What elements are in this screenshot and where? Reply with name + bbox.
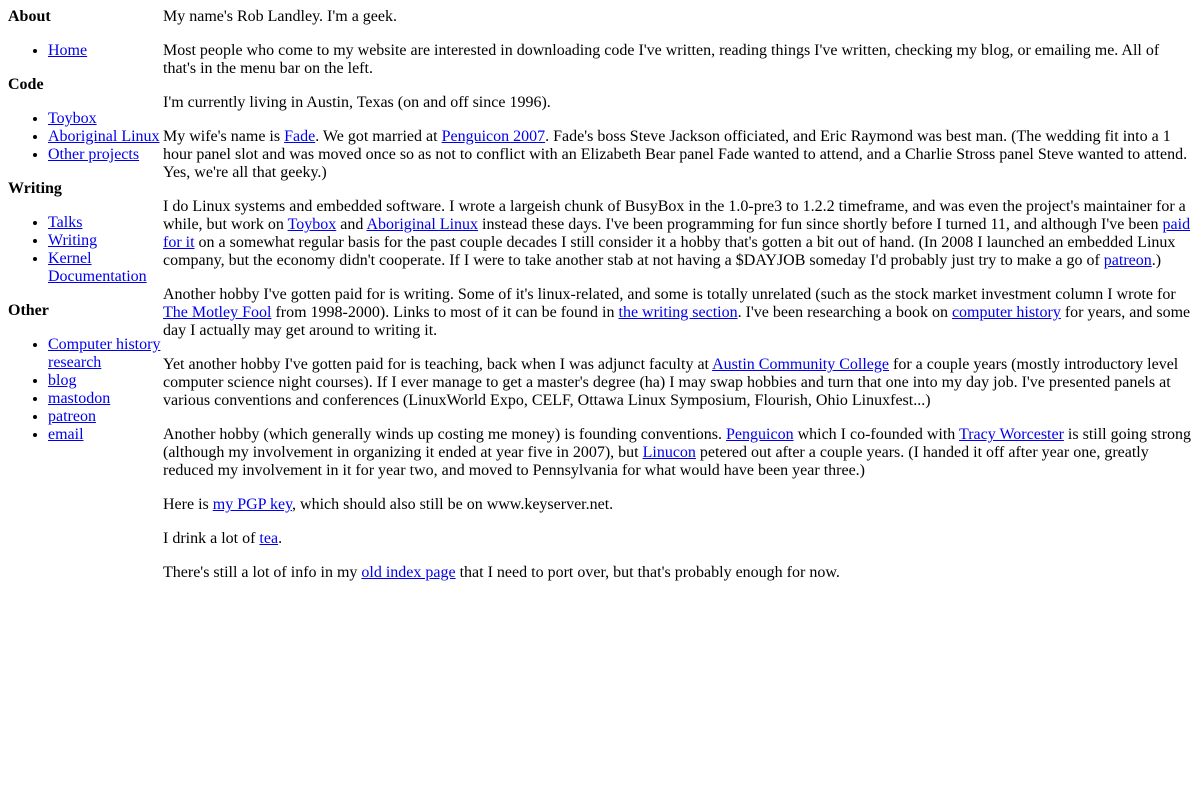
sidebar-item-patreon: [48, 408, 163, 426]
sidebar-section-title-about: About: [8, 8, 51, 25]
sidebar-section-title-code: Code: [8, 76, 44, 93]
writing-paragraph: [163, 286, 1192, 340]
tea-link[interactable]: tea: [259, 530, 279, 547]
location-paragraph: I'm currently living in Austin, Texas (on and off since 1996).: [163, 94, 551, 111]
sidebar-item-mastodon: [48, 390, 163, 408]
tracy-worcester-link[interactable]: Tracy Worcester: [959, 426, 1064, 443]
sidebar-list-code: [8, 110, 163, 164]
sidebar-item-blog: [48, 372, 163, 390]
writing-section-link[interactable]: the writing section: [618, 304, 738, 321]
text-span: Here is: [163, 496, 213, 513]
aboriginal-linux-link[interactable]: Aboriginal Linux: [48, 128, 160, 145]
text-span: on a somewhat regular basis for the past couple decades I still consider it a hobby that's gotten a bit out of hand. (In 2008 I launched an embedded Linux company, but the economy didn't cooperate. If I were to take another stab at not having a $DAYJOB someday I'd probably just try to make a go of: [163, 234, 1176, 269]
text-span: instead these days. I've been programming for fun since shortly before I turned 11, and although I've been: [478, 216, 1163, 233]
sidebar-list-about: [8, 42, 163, 60]
sidebar-item-home: [48, 42, 163, 60]
visitors-paragraph: Most people who come to my website are interested in downloading code I've written, reading things I've written, checking my blog, or emailing me. All of that's in the menu bar on the left.: [163, 42, 1160, 77]
penguicon-2007-link[interactable]: Penguicon 2007: [441, 128, 546, 145]
text-span: There's still a lot of info in my: [163, 564, 362, 581]
sidebar-section-title-other: Other: [8, 302, 49, 319]
sidebar-item-writing: [48, 232, 163, 250]
aboriginal-linux-inline-link[interactable]: Aboriginal Linux: [366, 216, 479, 233]
kernel-documentation-link[interactable]: Kernel Documentation: [48, 250, 147, 285]
software-paragraph: [163, 198, 1192, 270]
main-content: [163, 8, 1192, 598]
sidebar-item-email: [48, 426, 163, 444]
text-span: Yet another hobby I've gotten paid for is teaching, back when I was adjunct faculty at: [163, 356, 713, 373]
sidebar-item-toybox: [48, 110, 163, 128]
text-span: . I've been researching a book on: [737, 304, 952, 321]
blog-link[interactable]: blog: [48, 372, 77, 389]
patreon-inline-link[interactable]: patreon: [1103, 252, 1152, 269]
text-span: that I need to port over, but that's probably enough for now.: [455, 564, 840, 581]
old-index-paragraph: [163, 564, 1192, 582]
home-link[interactable]: Home: [48, 42, 88, 59]
sidebar-item-other-projects: [48, 146, 163, 164]
toybox-link[interactable]: Toybox: [48, 110, 97, 127]
teaching-paragraph: [163, 356, 1192, 410]
tea-paragraph: [163, 530, 1192, 548]
text-span: I do Linux systems and embedded software. I wrote a largeish chunk of BusyBox in the 1.0-pre3 to 1.2.2 timeframe, and was even the project's maintainer for a while, but work on: [163, 198, 1186, 233]
motley-fool-link[interactable]: The Motley Fool: [163, 304, 272, 321]
patreon-sidebar-link[interactable]: patreon: [48, 408, 96, 425]
email-link[interactable]: email: [48, 426, 84, 443]
sidebar-list-writing: [8, 214, 163, 286]
sidebar-item-aboriginal-linux: [48, 128, 163, 146]
conventions-paragraph: [163, 426, 1192, 480]
penguicon-link[interactable]: Penguicon: [726, 426, 794, 443]
austin-community-college-link[interactable]: Austin Community College: [712, 356, 889, 373]
intro-paragraph: My name's Rob Landley. I'm a geek.: [163, 8, 397, 25]
linucon-link[interactable]: Linucon: [642, 444, 696, 461]
sidebar-list-other: [8, 336, 163, 444]
paid-for-it-link[interactable]: paid for it: [163, 216, 1191, 251]
sidebar-item-kernel-documentation: [48, 250, 163, 286]
writing-link[interactable]: Writing: [48, 232, 98, 249]
other-projects-link[interactable]: Other projects: [48, 146, 140, 163]
pgp-paragraph: [163, 496, 1192, 514]
text-span: , which should also still be on www.keyserver.net.: [292, 496, 614, 513]
toybox-inline-link[interactable]: Toybox: [287, 216, 337, 233]
text-span: Another hobby (which generally winds up costing me money) is founding conventions.: [163, 426, 727, 443]
text-span: is still going strong (although my involvement in organizing it ended at year five in 2007), but: [163, 426, 1192, 461]
fade-link[interactable]: Fade: [284, 128, 316, 145]
text-span: for years, and some day I actually may get around to writing it.: [163, 304, 1191, 339]
computer-history-inline-link[interactable]: computer history: [951, 304, 1061, 321]
text-span: .): [1151, 252, 1162, 269]
text-span: Another hobby I've gotten paid for is writing. Some of it's linux-related, and some is totally unrelated (such as the stock market investment column I wrote for: [163, 286, 1176, 303]
text-span: which I co-founded with: [793, 426, 960, 443]
sidebar-item-talks: [48, 214, 163, 232]
mastodon-link[interactable]: mastodon: [48, 390, 111, 407]
text-span: for a couple years (mostly introductory level computer science night courses). If I ever manage to get a master's degree (ha) I may swap hobbies and turn that one into my day job. I've presented panels at various conventions and conferences (LinuxWorld Expo, CELF, Ottawa Linux Symposium, Flourish, Ohio Linuxfest...): [163, 356, 1179, 409]
text-span: . Fade's boss Steve Jackson officiated, and Eric Raymond was best man. (The wedding fit into a 1 hour panel slot and was moved once so as not to conflict with an Elizabeth Bear panel Fade wanted to attend, and a Charlie Stross panel Steve wanted to attend. Yes, we're all that geeky.): [163, 128, 1188, 181]
sidebar-item-computer-history: [48, 336, 163, 372]
computer-history-research-link[interactable]: Computer history research: [48, 336, 161, 371]
sidebar-section-title-writing: Writing: [8, 180, 62, 197]
text-span: My wife's name is: [163, 128, 285, 145]
wife-paragraph: [163, 128, 1192, 182]
text-span: petered out after a couple years. (I handed it off after year one, greatly reduced my involvement in it for year two, and moved to Pennsylvania for what would have been year three.): [163, 444, 1149, 479]
sidebar-menu: [8, 8, 163, 460]
text-span: from 1998-2000). Links to most of it can be found in: [271, 304, 619, 321]
text-span: I drink a lot of: [163, 530, 260, 547]
talks-link[interactable]: Talks: [48, 214, 83, 231]
old-index-page-link[interactable]: old index page: [361, 564, 456, 581]
pgp-key-link[interactable]: my PGP key: [212, 496, 293, 513]
text-span: . We got married at: [315, 128, 442, 145]
text-span: and: [336, 216, 367, 233]
text-span: .: [278, 530, 283, 547]
